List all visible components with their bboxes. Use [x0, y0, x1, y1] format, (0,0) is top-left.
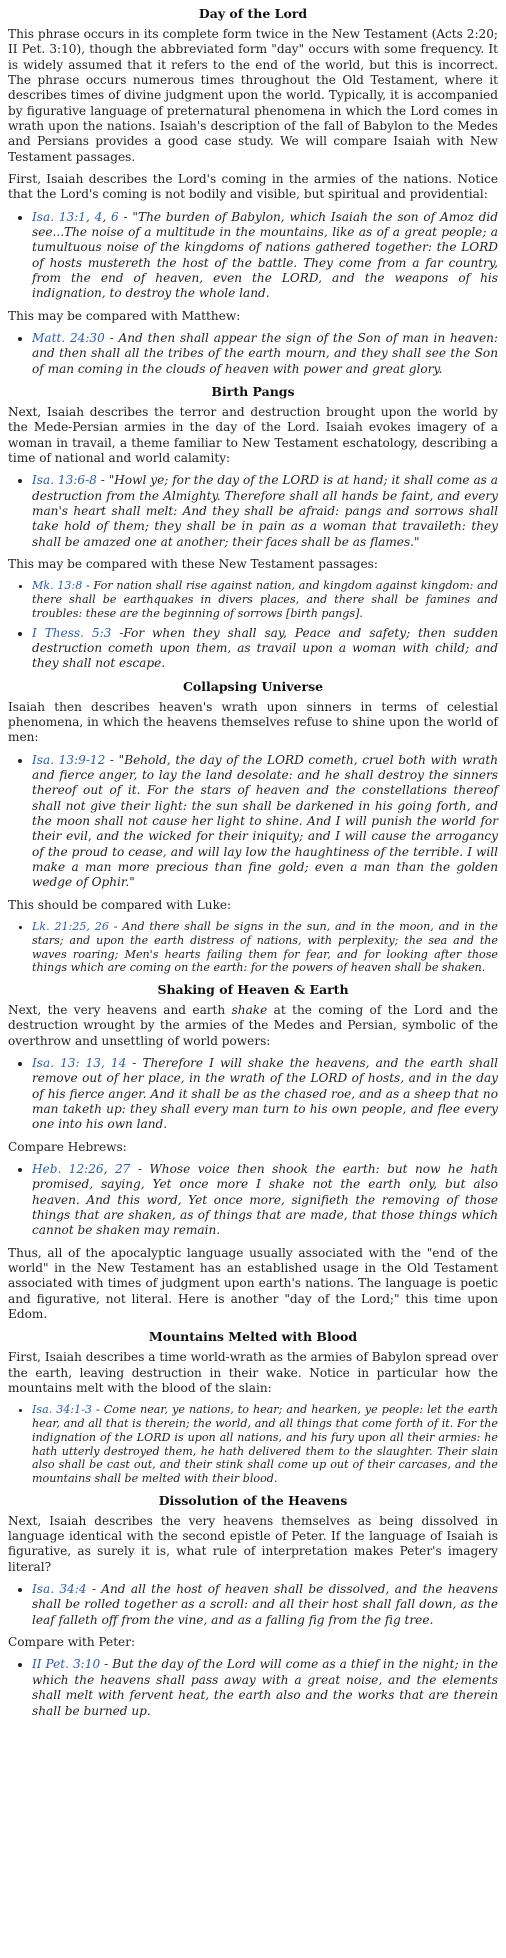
scripture-quote-isa-13-1 [32, 210, 498, 302]
section-heading-shaking: Shaking of Heaven & Earth [157, 982, 349, 998]
intro-paragraph: This phrase occurs in its complete form twice in the New Testament (Acts 2:20; II Pet. 3:10), though the abbreviated form "day" occurs with some frequency. It is widely assumed that it refers to the end of the world, but this is incorrect. The phrase occurs numerous times throughout the Old Testament, where it describes times of divine judgment upon the world. Typically, it is accompanied by figurative language of preternatural phenomena in which the Lord comes in wrath upon the nations. Isaiah's description of the fall of Babylon to the Medes and Persians provides a good case study. We will compare Isaiah with New Testament passages. [8, 26, 498, 164]
emphasis-text: shake [231, 1002, 268, 1017]
scripture-quote-isa-13-6 [32, 473, 498, 550]
quote-text: - "The burden of Babylon, which Isaiah the son of Amoz did see...The noise of a multitude in the mountains, like as of a great people; a tumultuous noise of the kingdoms of nations gathered together: the LORD of hosts mustereth the host of the battle. They come from a far country, from the end of heaven, even the LORD, and the weapons of his indignation, to destroy the whole land. [32, 209, 498, 301]
scripture-list [8, 331, 498, 377]
scripture-quote-1-thess-5-3 [32, 626, 498, 672]
text-span: Next, the very heavens and earth [8, 1002, 232, 1017]
scripture-list [8, 1162, 498, 1239]
paragraph-birth: Next, Isaiah describes the terror and destruction brought upon the world by the Mede-Persian armies in the day of the Lord. Isaiah evokes imagery of a woman in travail, a theme familiar to New Testament eschatology, describing a time of national and world calamity: [8, 404, 498, 465]
scripture-quote-lk-21-25 [32, 920, 498, 975]
scripture-quote-heb-12-26 [32, 1162, 498, 1239]
quote-text: - And there shall be signs in the sun, and in the moon, and in the stars; and upon the earth distress of nations, with perplexity; the sea and the waves roaring; Men's hearts failing them for fear, and for looking after those things which are coming on the earth: for the powers of heaven shall be shaken. [32, 920, 498, 975]
paragraph-collapse: Isaiah then describes heaven's wrath upon sinners in terms of celestial phenomena, in which the heavens themselves refuse to shine upon the world of men: [8, 699, 498, 745]
scripture-list [8, 579, 498, 671]
scripture-list [8, 1582, 498, 1628]
scripture-quote-2-pet-3-10 [32, 1657, 498, 1718]
scripture-link[interactable]: Matt. 24:30 [32, 331, 105, 346]
scripture-link[interactable]: II Pet. 3:10 [32, 1657, 101, 1672]
scripture-quote-isa-13-9 [32, 753, 498, 891]
section-heading-mountains: Mountains Melted with Blood [148, 1329, 358, 1345]
scripture-link[interactable]: 4 [94, 209, 103, 224]
scripture-list [8, 920, 498, 975]
section-heading-dissolution: Dissolution of the Heavens [158, 1492, 348, 1508]
section-heading-birth-pangs: Birth Pangs [211, 384, 295, 400]
quote-text: - And then shall appear the sign of the Son of man in heaven: and then shall all the tribes of the earth mourn, and they shall see the Son of man coming in the clouds of heaven with power and great glory. [32, 331, 498, 376]
scripture-link[interactable]: I Thess. 5:3 [32, 625, 112, 640]
paragraph-first: First, Isaiah describes the Lord's coming in the armies of the nations. Notice that the Lord's coming is not bodily and visible, but spiritual and providential: [8, 171, 498, 202]
quote-text: - "Howl ye; for the day of the LORD is at hand; it shall come as a destruction from the Almighty. Therefore shall all hands be faint, and every man's heart shall melt: And they shall be afraid: pangs and sorrows shall take hold of them; they shall be in pain as a woman that travaileth: they shall be amazed one at another; their faces shall be as flames." [32, 473, 498, 549]
scripture-list [8, 210, 498, 302]
text-span: at the coming of the Lord and the destruction wrought by the armies of the Medes and Persian, symbolic of the overthrow and unsettling of world powers: [8, 1002, 498, 1048]
quote-text: - But the day of the Lord will come as a thief in the night; in the which the heavens shall pass away with a great noise, and the elements shall melt with fervent heat, the earth also and the works that are therein shall be burned up. [32, 1657, 499, 1718]
scripture-link[interactable]: Isa. 13:9-12 [32, 752, 106, 767]
scripture-quote-matt-24-30 [32, 331, 498, 377]
quote-text: - Whose voice then shook the earth: but now he hath promised, saying, Yet once more I shake not the earth only, but also heaven. And this word, Yet once more, signifieth the removing of those things that are shaken, as of things that are made, that those things which cannot be shaken may remain. [32, 1162, 498, 1238]
scripture-list [8, 1403, 498, 1486]
paragraph-luke: This should be compared with Luke: [8, 897, 232, 912]
quote-text: - And all the host of heaven shall be dissolved, and the heavens shall be rolled together as a scroll: and all their host shall fall down, as the leaf falleth off from the vine, and as a falling fig from the fig tree. [32, 1582, 498, 1627]
scripture-list [8, 1657, 498, 1718]
paragraph-peter: Compare with Peter: [8, 1635, 136, 1650]
paragraph-nt: This may be compared with these New Testament passages: [8, 557, 378, 572]
scripture-link[interactable]: Isa. 13: 13, 14 [32, 1055, 127, 1070]
separator: , [103, 1162, 115, 1176]
page-title: Day of the Lord [198, 6, 308, 21]
scripture-link[interactable]: 27 [114, 1162, 131, 1176]
scripture-link[interactable]: Isa. 13:6-8 [32, 473, 97, 488]
scripture-list [8, 473, 498, 550]
scripture-link[interactable]: 6 [111, 209, 119, 224]
paragraph-mountains: First, Isaiah describes a time world-wrath as the armies of Babylon spread over the earth, leaving destruction in their wake. Notice in particular how the mountains melt with the blood of the slain: [8, 1350, 498, 1395]
paragraph-shaking [8, 1003, 498, 1049]
scripture-link[interactable]: Heb. 12:26 [32, 1162, 104, 1176]
quote-text: -For when they shall say, Peace and safety; then sudden destruction cometh upon them, as travail upon a woman with child; and they shall not escape. [32, 625, 498, 671]
scripture-link[interactable]: Mk. 13:8 [32, 579, 83, 593]
paragraph-thus: Thus, all of the apocalyptic language usually associated with the "end of the world" in the New Testament has an established usage in the Old Testament associated with times of judgment upon earth's nations. The language is poetic and figurative, not literal. Here is another "day of the Lord;" this time upon Edom. [8, 1245, 498, 1322]
separator: , [86, 209, 95, 224]
paragraph-dissolution: Next, Isaiah describes the very heavens themselves as being dissolved in language identical with the second epistle of Peter. If the language of Isaiah is figurative, as surely it is, what rule of interpretation makes Peter's imagery literal? [8, 1513, 498, 1574]
quote-text: - "Behold, the day of the LORD cometh, cruel both with wrath and fierce anger, to lay the land desolate: and he shall destroy the sinners thereof out of it. For the stars of heaven and the constellations thereof shall not give their light: the sun shall be darkened in his going forth, and the moon shall not cause her light to shine. And I will punish the world for their evil, and the wicked for their iniquity; and I will cause the arrogancy of the proud to cease, and will lay low the haughtiness of the terrible. I will make a man more precious than fine gold; even a man than the golden wedge of Ophir." [32, 752, 498, 890]
scripture-list [8, 753, 498, 891]
scripture-link[interactable]: Isa. 13:1 [32, 209, 87, 224]
paragraph-hebrews: Compare Hebrews: [8, 1139, 127, 1154]
scripture-quote-isa-34-1 [32, 1403, 498, 1486]
scripture-link[interactable]: Isa. 34:1-3 [32, 1403, 92, 1417]
scripture-link[interactable]: Isa. 34:4 [32, 1582, 87, 1597]
quote-text: - Come near, ye nations, to hear; and hearken, ye people: let the earth hear, and all that is therein; the world, and all things that come forth of it. For the indignation of the LORD is upon all nations, and his fury upon all their armies: he hath utterly destroyed them, he hath delivered them to the slaughter. Their slain also shall be cast out, and their stink shall come up out of their carcases, and the mountains shall be melted with their blood. [32, 1403, 498, 1486]
scripture-quote-isa-13-13 [32, 1056, 498, 1133]
paragraph-matthew: This may be compared with Matthew: [8, 308, 241, 323]
separator: , [102, 209, 112, 224]
quote-text: - Therefore I will shake the heavens, and the earth shall remove out of her place, in the wrath of the LORD of hosts, and in the day of his fierce anger. And it shall be as the chased roe, and as a sheep that no man taketh up: they shall every man turn to his own people, and flee every one into his own land. [32, 1055, 498, 1132]
quote-text: - For nation shall rise against nation, and kingdom against kingdom: and there shall be earthquakes in divers places, and there shall be famines and troubles: these are the beginning of sorrows [birth pangs]. [32, 579, 498, 620]
scripture-quote-mk-13-8 [32, 579, 498, 620]
scripture-link[interactable]: Lk. 21:25, 26 [32, 920, 109, 934]
scripture-list [8, 1056, 498, 1133]
scripture-quote-isa-34-4 [32, 1582, 498, 1628]
section-heading-collapsing-universe: Collapsing Universe [182, 678, 324, 694]
